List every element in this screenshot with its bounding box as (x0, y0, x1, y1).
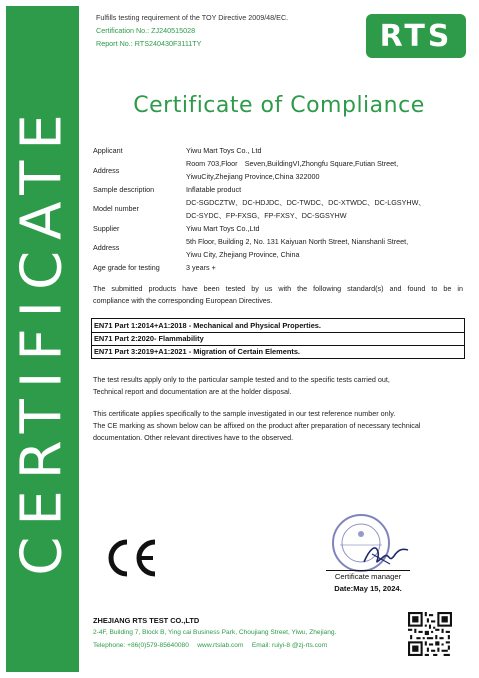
sample-value: Inflatable product (186, 185, 242, 194)
age-value: 3 years + (186, 263, 216, 272)
standard-row (92, 345, 464, 358)
supplier-address-line1: 5th Floor, Building 2, No. 131 Kaiyuan North Street, Nianshanli Street, (186, 237, 409, 246)
model-label: Model number (93, 204, 139, 213)
address-line2: YiwuCity,Zhejiang Province,China 322000 (186, 172, 320, 181)
directive-line: Fulfills testing requirement of the TOY Directive 2009/48/EC. (96, 13, 289, 22)
supplier-address-line2: Yiwu City, Zhejiang Province, China (186, 250, 300, 259)
standard-row (92, 319, 464, 333)
sidebar-word: CERTIFICATE (10, 102, 76, 576)
ce-mark-icon (103, 538, 159, 578)
supplier-value: Yiwu Mart Toys Co.,Ltd (186, 224, 260, 233)
supplier-address-label: Address (93, 243, 120, 252)
signature-icon (360, 538, 412, 570)
standard-text: EN71 Part 3:2019+A1:2021 - Migration of Certain Elements. (94, 347, 300, 356)
applicant-label: Applicant (93, 146, 123, 155)
sidebar-certificate-word (6, 6, 79, 672)
note2-line2: The CE marking as shown below can be affixed on the product after preparation of necessary technical (93, 421, 421, 430)
address-label: Address (93, 166, 120, 175)
report-number: Report No.: RTS240430F3111TY (96, 39, 202, 48)
applicant-value: Yiwu Mart Toys Co., Ltd (186, 146, 262, 155)
note2-line3: documentation. Other relevant directives have to the observed. (93, 433, 294, 442)
note2-line1: This certificate applies specifically to the sample investigated in our test reference number only. (93, 409, 396, 418)
standard-text: EN71 Part 1:2014+A1:2018 - Mechanical and Physical Properties. (94, 321, 321, 330)
address-line1: Room 703,Floor Seven,BuildingVI,Zhongfu Square,Futian Street, (186, 159, 399, 168)
note1-line1: The test results apply only to the particular sample tested and to the specific tests carried out, (93, 375, 390, 384)
sample-label: Sample description (93, 185, 155, 194)
footer-contact: Telephone: +86(0)579-85640080 www.rtslab.com Email: ruiyi-8 @zj-rts.com (93, 642, 328, 649)
supplier-label: Supplier (93, 224, 120, 233)
rts-logo (366, 14, 466, 58)
standards-table (91, 318, 465, 359)
statement-line1: The submitted products have been tested by us with the following standard(s) and found to be in (93, 284, 463, 293)
model-line2: DC-SYDC、FP-FXSG、FP-FXSY、DC-SGSYHW (186, 211, 347, 220)
certificate-manager-label: Certificate manager (326, 570, 410, 581)
note1-line2: Technical report and documentation are at the holder disposal. (93, 387, 292, 396)
footer-address: 2-4F, Building 7, Block B, Ying cai Business Park, Choujiang Street, Yiwu, Zhejiang. (93, 629, 337, 636)
certificate-title: Certificate of Compliance (133, 93, 425, 118)
statement-line2: compliance with the corresponding European Directives. (93, 296, 273, 305)
qr-code-icon (408, 612, 452, 656)
rts-logo-text: RTS (379, 18, 453, 54)
standard-text: EN71 Part 2:2020- Flammability (94, 334, 204, 343)
footer-company: ZHEJIANG RTS TEST CO.,LTD (93, 616, 200, 625)
age-label: Age grade for testing (93, 263, 160, 272)
certification-number: Certification No.: ZJ240515028 (96, 26, 196, 35)
certificate-date: Date:May 15, 2024. (334, 584, 402, 593)
model-line1: DC-SGDCZTW、DC-HDJDC、DC-TWDC、DC-XTWDC、DC-LGSYHW、 (186, 198, 426, 207)
standard-row (92, 332, 464, 346)
